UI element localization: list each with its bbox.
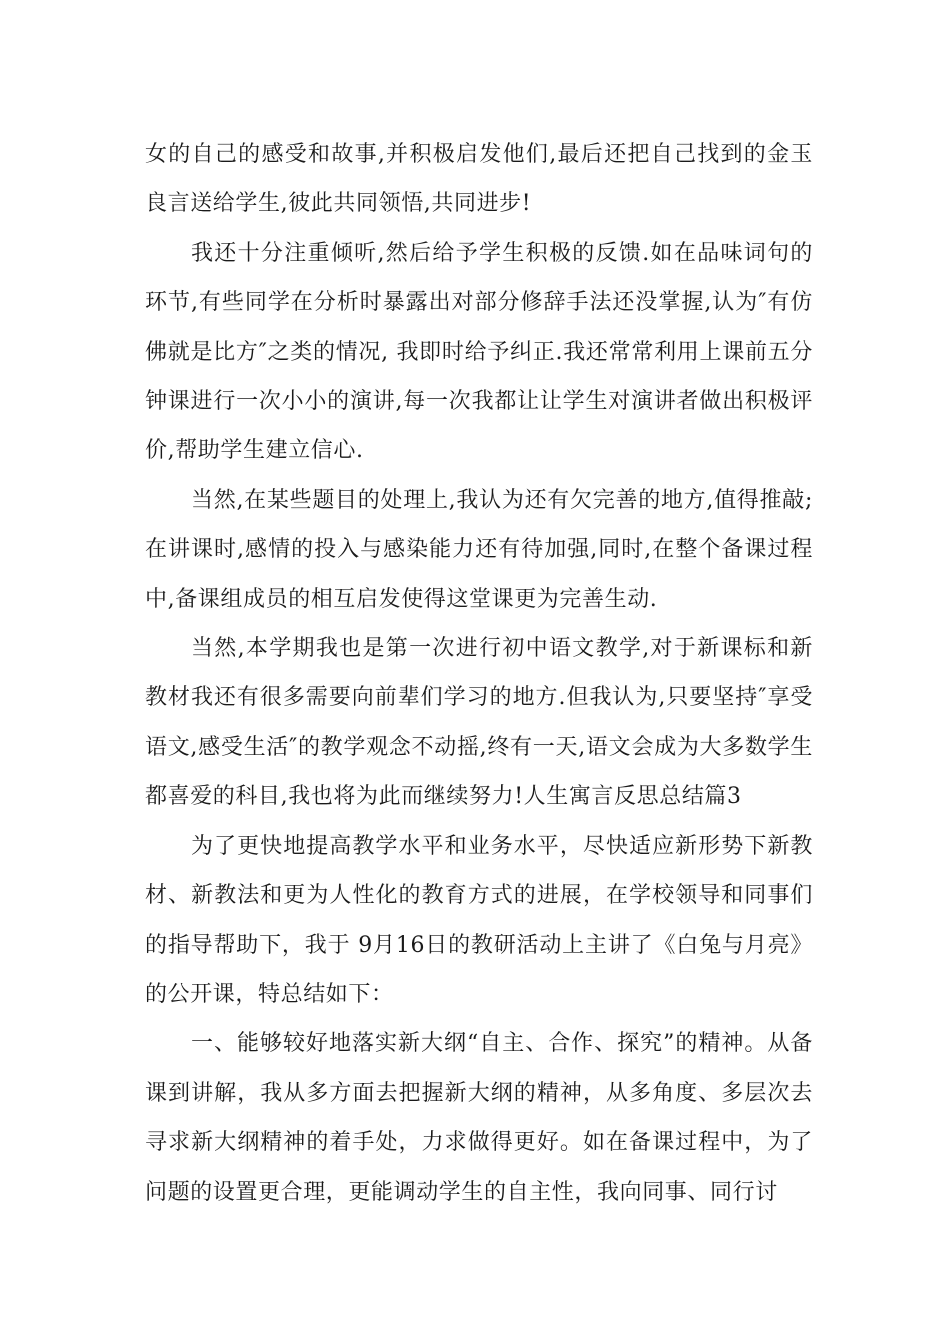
paragraph-3: 当然,在某些题目的处理上,我认为还有欠完善的地方,值得推敲;在讲课时,感情的投入与感染能力还有待加强,同时,在整个备课过程中,备课组成员的相互启发使得这堂课更为完善生动.	[145, 487, 813, 612]
document-body	[145, 130, 813, 1217]
paragraph-5: 为了更快地提高教学水平和业务水平，尽快适应新形势下新教材、新教法和更为人性化的教育方式的进展，在学校领导和同事们的指导帮助下，我于 9月16日的教研活动上主讲了《白兔与月亮》的公开课，特总结如下：	[145, 833, 813, 1007]
paragraph-6: 一、能够较好地落实新大纲“自主、合作、探究”的精神。从备课到讲解，我从多方面去把握新大纲的精神，从多角度、多层次去寻求新大纲精神的着手处，力求做得更好。如在备课过程中，为了问题的设置更合理，更能调动学生的自主性，我向同事、同行讨	[145, 1031, 813, 1205]
paragraph-2: 我还十分注重倾听,然后给予学生积极的反馈.如在品味词句的环节,有些同学在分析时暴露出对部分修辞手法还没掌握,认为″有仿佛就是比方″之类的情况, 我即时给予纠正.我还常常利用上课前五分钟课进行一次小小的演讲,每一次我都让让学生对演讲者做出积极评价,帮助学生建立信心.	[145, 240, 813, 464]
paragraph-4: 当然,本学期我也是第一次进行初中语文教学,对于新课标和新教材我还有很多需要向前辈们学习的地方.但我认为,只要坚持″享受语文,感受生活″的教学观念不动摇,终有一天,语文会成为大多数学生都喜爱的科目,我也将为此而继续努力!人生寓言反思总结篇3	[145, 636, 813, 810]
paragraph-1: 女的自己的感受和故事,并积极启发他们,最后还把自己找到的金玉良言送给学生,彼此共同领悟,共同进步!	[145, 142, 813, 217]
